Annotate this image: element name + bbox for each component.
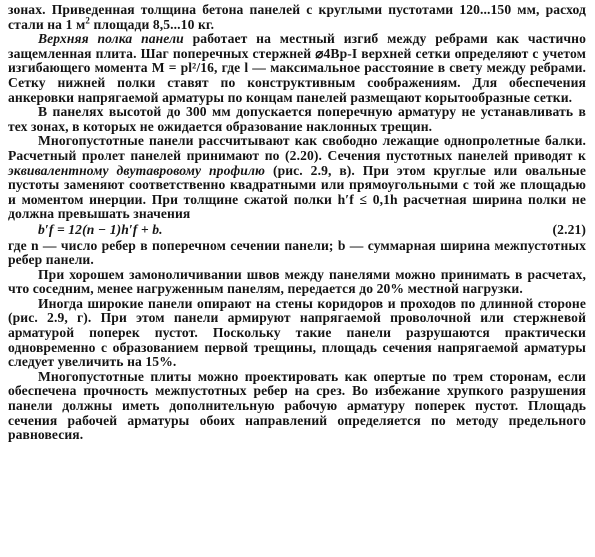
paragraph-1 [8, 3, 586, 32]
p4-text-a: Многопустотные панели рассчитывают как свободно лежащие однопролетные балки. Расчетный пролет панелей принимают по (2.20). Сечения пустотных панелей приводят к [8, 133, 586, 163]
p1-text-b: площади 8,5...10 кг. [89, 16, 215, 32]
formula-number: (2.21) [552, 221, 586, 237]
p4-term: эквивалентному двутавровому профилю [8, 162, 266, 178]
paragraph-8: Многопустотные плиты можно проектировать как опертые по трем сторонам, если обеспечена прочность межпустотных ребер на срез. Во избежание хрупкого разрушения панели должны иметь дополнительную рабочую арматуру поперек пустот. Площадь сечения рабочей арматуры обоих направлений определяется по методу предельного равновесия. [8, 368, 586, 443]
formula-2-21 [8, 223, 586, 238]
p4-text-b: (рис. 2.9, в). При этом круглые или овальные пустоты заменяют соответственно квадратными или прямоугольными с той же площадью и моментом инерции. При толщине сжатой полки h′f ≤ 0,1h расчетная ширина полки не должна превышать значения [8, 162, 586, 222]
formula-expression: b′f = 12(n − 1)h′f + b. [38, 221, 163, 237]
paragraph-7: Иногда широкие панели опирают на стены коридоров и проходов по длинной стороне (рис. 2.9, г). При этом панели армируют напрягаемой проволочной или стержневой арматурой поперек пустот. Поскольку такие панели разрушаются практически одновременно с образованием первой трещины, площадь сечения напрягаемой арматуры следует увеличить на 15%. [8, 295, 586, 370]
paragraph-6: При хорошем замоноличивании швов между панелями можно принимать в расчетах, что соседним, менее нагруженным панелям, передается до 20% местной нагрузки. [8, 266, 586, 297]
p1-text-a: зонах. Приведенная толщина бетона панелей с круглыми пустотами 120...150 мм, расход стали на 1 м [8, 2, 586, 32]
paragraph-4 [8, 134, 586, 222]
p2-text: работает на местный изгиб между ребрами как частично защемленная плита. Шаг поперечных стержней ⌀4Вр-I верхней сетки определяют с учетом изгибающего момента M = pl²/16, где l — максимальное расстояние в свету между ребрами. Сетку нижней полки ставят по конструктивным соображениям. Для обеспечения анкеровки напрягаемой арматуры по концам панелей размещают корытообразные сетки. [8, 31, 587, 105]
paragraph-3: В панелях высотой до 300 мм допускается поперечную арматуру не устанавливать в тех зонах, в которых не ожидается образование наклонных трещин. [8, 104, 586, 134]
p1-superscript: 2 [85, 15, 90, 26]
bottom-crop-edge [0, 548, 595, 557]
text-body [8, 3, 586, 443]
paragraph-2 [8, 32, 586, 105]
paragraph-5: где n — число ребер в поперечном сечении панели; b — суммарная ширина межпустотных ребер панели. [8, 237, 586, 268]
p2-term: Верхняя полка панели [38, 31, 184, 47]
